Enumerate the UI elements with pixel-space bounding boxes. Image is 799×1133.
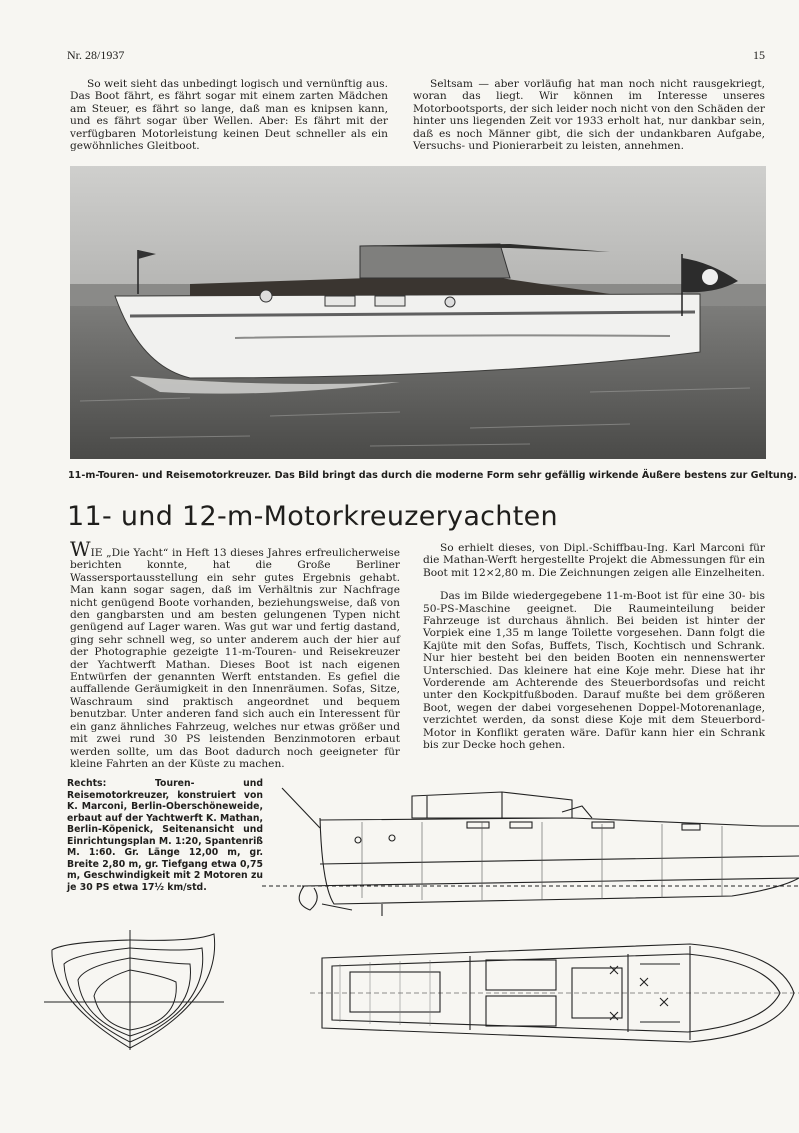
intro-left-paragraph: So weit sieht das unbedingt logisch und vernünftig aus. Das Boot fährt, es fährt sogar mit einem zarten Mädchen am Steuer, es fährt so lange, daß man es knipsen kann, und es fährt sogar über Wellen. Aber: Es fährt mit der verfügbaren Motorleistung keinen Deut schneller als ein gewöhnliches Gleitboot. bbox=[70, 78, 388, 153]
interior-plan-drawing bbox=[310, 938, 799, 1048]
boat-photograph bbox=[70, 166, 766, 459]
article-paragraph-3: Das im Bilde wiedergegebene 11-m-Boot ist für eine 30- bis 50-PS-Maschine geeignet. Die Raumeinteilung beider Fahrzeuge ist durchaus ähnlich. Bei beiden ist hinter der Vorpiek eine 1,35 m lange Toilette vorgesehen. Dann folgt die Kajüte mit den Sofas, Buffets, Tisch, Kochtisch und Schrank. Nur hier besteht bei den beiden Booten ein nennenswerter Unterschied. Das kleinere hat eine Koje mehr. Diese hat ihr Vorderende am Achterende des Steuerbordsofas und reicht unter den Kockpitfußboden. Darauf mußte bei dem größeren Boot, wegen der dabei vorgesehenen Doppel-Motorenanlage, verzichtet werden, da sonst diese Koje mit dem Steuerbord-Motor in Konflikt geraten wäre. Dafür kann hier ein Schrank bis zur Decke hoch gehen. bbox=[423, 590, 765, 752]
drawing-caption bbox=[67, 778, 263, 893]
drawing-caption-text: Rechts: Touren- und Reisemotorkreuzer, konstruiert von K. Marconi, Berlin-Oberschöneweide, erbaut auf der Yachtwerft K. Mathan, Berlin-Köpenick, Seitenansicht und Einrichtungsplan M. 1:20, Spantenriß M. 1:60. Gr. Länge 12,00 m, gr. Breite 2,80 m, gr. Tiefgang etwa 0,75 m, Geschwindigkeit mit 2 Motoren zu je 30 PS etwa 17½ km/std. bbox=[67, 778, 263, 893]
article-paragraph-2: So erhielt dieses, von Dipl.-Schiffbau-Ing. Karl Marconi für die Mathan-Werft hergestellte Projekt die Abmessungen für ein Boot mit 12×2,80 m. Die Zeichnungen zeigen alle Einzelheiten. bbox=[423, 542, 765, 579]
issue-number: Nr. 28/1937 bbox=[67, 48, 125, 62]
article-left-column bbox=[70, 537, 400, 770]
intro-right-column bbox=[413, 78, 765, 152]
boat-photo-illustration bbox=[70, 166, 766, 459]
article-paragraph-1-text: IE „Die Yacht“ in Heft 13 dieses Jahres erfreulicherweise berichten konnte, hat die Große Berliner Wassersportausstellung ein sehr gutes Ergebnis gehabt. Man kann sogar sagen, daß im Verhältnis zur Nachfrage nicht genügend Boote vorhanden, beziehungsweise, daß von den gangbarsten und am besten gelungenen Typen nicht genügend auf Lager waren. Was gut war und fertig dastand, ging sehr schnell weg, so unter anderem auch der hier auf der Photographie gezeigte 11-m-Touren- und Reisekreuzer der Yachtwerft Mathan. Dieses Boot ist nach eigenen Entwürfen der genannten Werft entstanden. Es gefiel die auffallende Geräumigkeit in den Innenräumen. Sofas, Sitze, Waschraum sind praktisch angeordnet und bequem benutzbar. Unter anderen fand sich auch ein Interessent für ein ganz ähnliches Fahrzeug, welches nur etwas größer und mit zwei rund 30 PS leistenden Benzinmotoren erbaut werden sollte, um das Boot dadurch noch geeigneter für kleine Fahrten an der Küste zu machen. bbox=[70, 547, 400, 770]
article-paragraph-1 bbox=[70, 537, 400, 770]
body-plan-drawing bbox=[44, 930, 224, 1050]
side-elevation-drawing bbox=[262, 778, 799, 926]
intro-right-paragraph: Seltsam — aber vorläufig hat man noch nicht rausgekriegt, woran das liegt. Wir können im Interesse unseres Motorbootsports, der sich leider noch nicht von den Schäden der hinter uns liegenden Zeit vor 1933 erholt hat, nur dankbar sein, daß es noch Männer gibt, die sich der undankbaren Aufgabe, Versuchs- und Pionierarbeit zu leisten, annehmen. bbox=[413, 78, 765, 153]
photo-caption: 11-m-Touren- und Reisemotorkreuzer. Das Bild bringt das durch die moderne Form sehr gefällig wirkende Äußere bestens zur Geltung. bbox=[68, 470, 798, 481]
article-title: 11- und 12-m-Motorkreuzeryachten bbox=[67, 501, 558, 532]
article-right-column bbox=[423, 542, 765, 752]
page-number: 15 bbox=[753, 48, 765, 62]
intro-left-column bbox=[70, 78, 388, 152]
drop-cap: W bbox=[70, 537, 91, 561]
